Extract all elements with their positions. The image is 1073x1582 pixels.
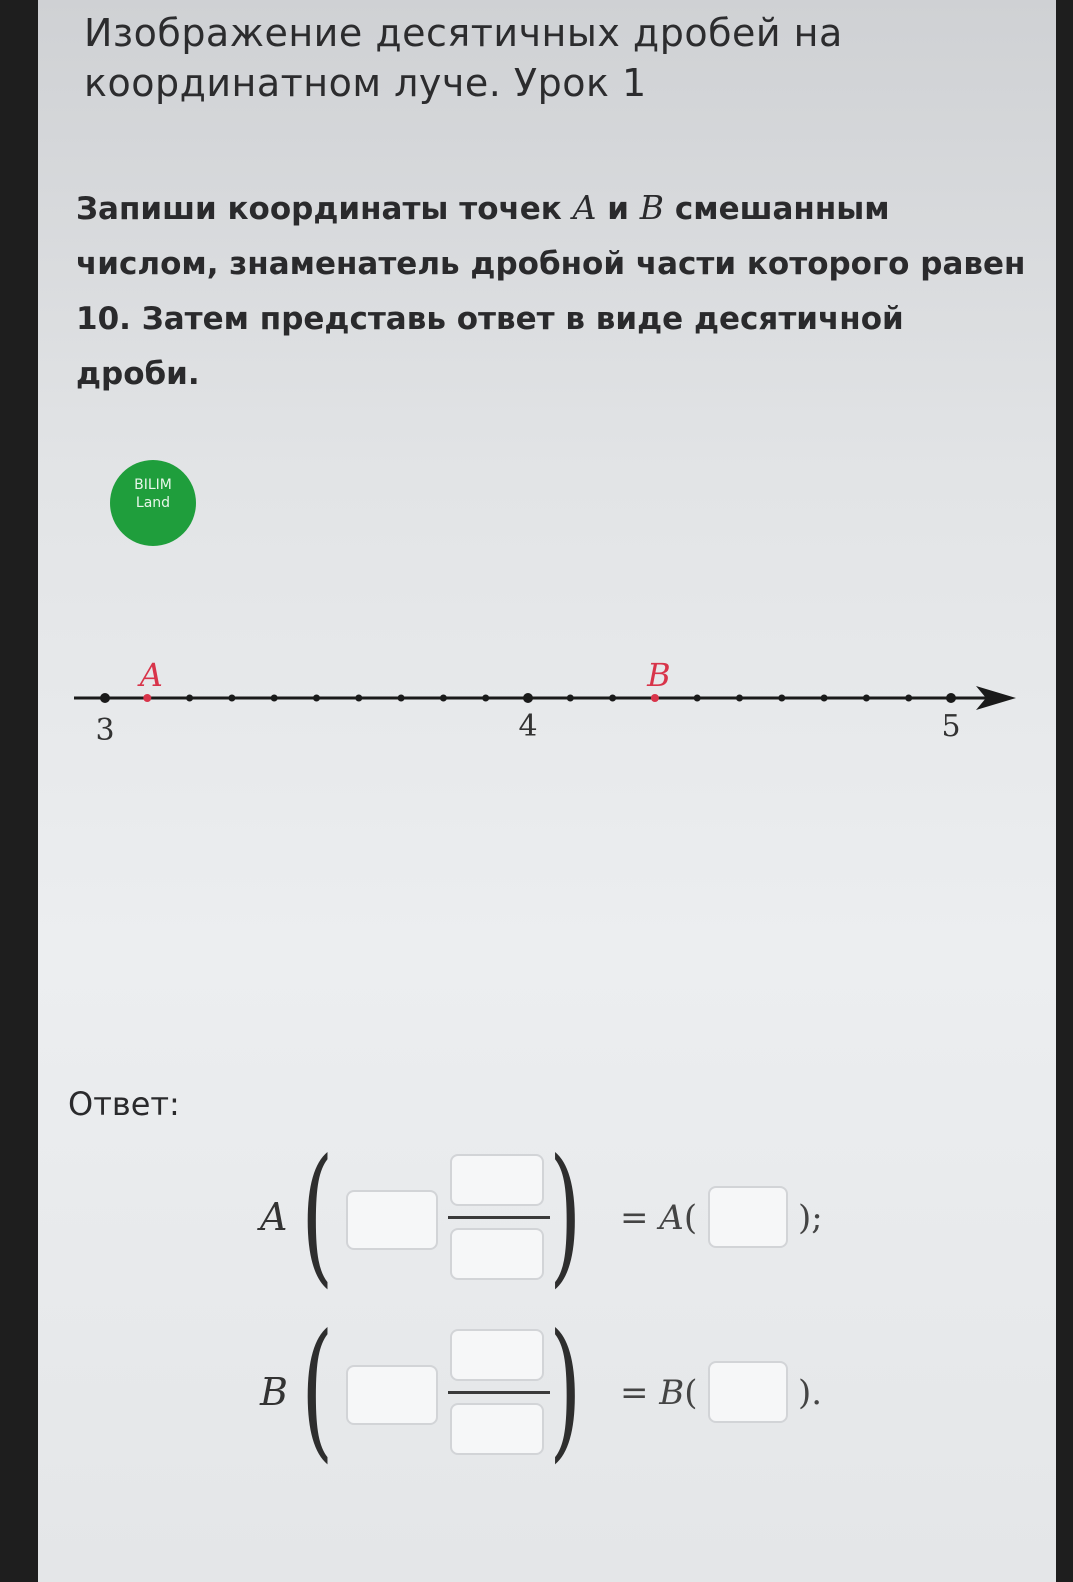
row-b-close: ).	[798, 1373, 823, 1413]
task-text	[76, 180, 1026, 402]
row-b-variable: B	[260, 1370, 288, 1414]
ray-tick-4.5	[736, 695, 743, 702]
ray-tick-4.6	[778, 695, 785, 702]
task-var-a: A	[572, 188, 597, 227]
b-fraction-bar	[448, 1391, 550, 1394]
b-numerator-input[interactable]	[450, 1329, 544, 1381]
logo-line1: BILIM	[134, 477, 172, 493]
task-var-b: B	[639, 188, 665, 227]
ray-tick-4	[523, 693, 533, 703]
logo-line2: Land	[135, 495, 171, 511]
point-b-marker	[651, 694, 659, 702]
ray-tick-3.6	[355, 695, 362, 702]
task-part1: Запиши координаты точек	[76, 191, 573, 227]
row-a-left-paren: (	[301, 1128, 334, 1302]
task-conj: и	[596, 191, 640, 227]
ray-tick-4.7	[821, 695, 828, 702]
number-ray	[38, 640, 1056, 760]
ray-tick-4.2	[609, 695, 616, 702]
ray-tick-3.4	[271, 695, 278, 702]
row-b-left-paren: (	[301, 1303, 334, 1477]
ray-tick-3.2	[186, 695, 193, 702]
tick-label-5: 5	[941, 709, 961, 744]
a-whole-input[interactable]	[346, 1190, 438, 1250]
tick-label-4: 4	[518, 709, 538, 744]
ray-tick-4.1	[567, 695, 574, 702]
point-a-label: A	[139, 656, 163, 694]
row-b-right-paren: (	[549, 1303, 582, 1477]
row-a-eq-prefix: =	[620, 1198, 660, 1238]
ray-tick-4.9	[905, 695, 912, 702]
point-a-marker	[143, 694, 151, 702]
ray-tick-3	[100, 693, 110, 703]
answer-label: Ответ:	[68, 1085, 180, 1123]
answer-row-b	[38, 1303, 1056, 1495]
point-b-label: B	[647, 656, 671, 694]
row-a-eq-name: A	[659, 1198, 684, 1238]
b-decimal-input[interactable]	[708, 1361, 788, 1423]
b-whole-input[interactable]	[346, 1365, 438, 1425]
row-a-eq-open: (	[683, 1198, 698, 1238]
ray-tick-3.9	[482, 695, 489, 702]
row-a-right-paren: (	[549, 1128, 582, 1302]
row-a-equals	[620, 1198, 697, 1238]
lesson-title: Изображение десятичных дробей на координатном луче. Урок 1	[84, 11, 843, 105]
a-decimal-input[interactable]	[708, 1186, 788, 1248]
ray-tick-3.7	[398, 695, 405, 702]
a-denominator-input[interactable]	[450, 1228, 544, 1280]
screen	[38, 0, 1056, 1582]
row-a-variable: A	[260, 1195, 288, 1239]
ray-tick-3.3	[228, 695, 235, 702]
task-part2: смешанным числом, знаменатель дробной части которого равен 10. Затем представь ответ в виде десятичной дроби.	[76, 191, 1026, 392]
ray-tick-3.5	[313, 695, 320, 702]
bilimland-logo	[110, 460, 196, 546]
ray-tick-4.4	[694, 695, 701, 702]
ray-tick-3.8	[440, 695, 447, 702]
tick-label-3: 3	[95, 713, 115, 748]
row-b-eq-prefix: =	[620, 1373, 660, 1413]
a-numerator-input[interactable]	[450, 1154, 544, 1206]
row-b-eq-open: (	[684, 1373, 698, 1413]
row-b-eq-name: B	[659, 1373, 685, 1413]
row-a-close: );	[798, 1198, 823, 1238]
b-denominator-input[interactable]	[450, 1403, 544, 1455]
ray-tick-5	[946, 693, 956, 703]
ray-tick-4.8	[863, 695, 870, 702]
answer-row-a	[38, 1128, 1056, 1320]
a-fraction-bar	[448, 1216, 550, 1219]
row-b-equals	[620, 1373, 698, 1413]
